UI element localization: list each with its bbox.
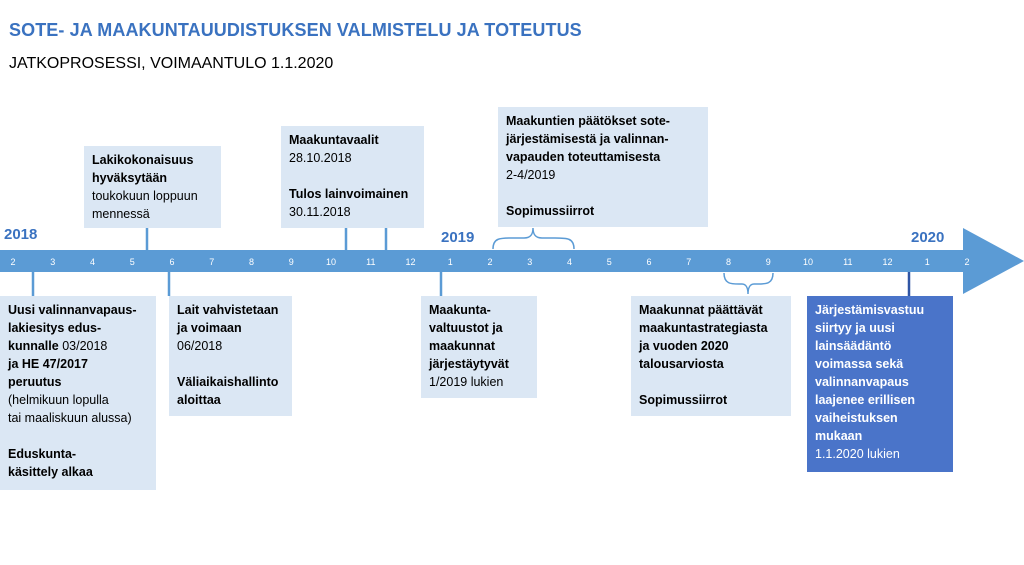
- box-lait-normal1: 06/2018: [177, 339, 223, 353]
- month-tick-label: 7: [209, 257, 215, 267]
- box-strategiat-bold1: Maakunnat päättävät maakuntastrategiasta ja vuoden 2020 talousarviosta: [639, 303, 768, 371]
- month-tick-label: 5: [606, 257, 612, 267]
- box-maakuntavaalit: [281, 126, 424, 228]
- box-strategiat: [631, 296, 791, 416]
- box-valinnanvapaus-line1: [8, 301, 148, 355]
- page-subtitle: JATKOPROSESSI, VOIMAANTULO 1.1.2020: [9, 55, 334, 72]
- box-valinnanvapaus-bold2: ja HE 47/2017 peruutus: [8, 357, 88, 389]
- year-label-2020: 2020: [911, 229, 945, 246]
- box-valtuustot: [421, 296, 537, 398]
- box-jarjestamisvastuu-bold: Järjestämisvastuu siirtyy ja uusi lainsäädäntö voimassa sekä valinnanvapaus laajenee erillisen vaiheistuksen mukaan: [815, 303, 925, 443]
- box-lakikokonaisuus: [84, 146, 221, 228]
- box-lait-bold1: Lait vahvistetaan ja voimaan: [177, 303, 279, 335]
- box-maakuntavaalit-bold2: Tulos lainvoimainen: [289, 187, 409, 201]
- month-tick-label: 5: [129, 257, 135, 267]
- month-tick-label: 11: [366, 257, 376, 267]
- page-title: SOTE- JA MAAKUNTAUUDISTUKSEN VALMISTELU JA TOTEUTUS: [9, 20, 582, 40]
- box-lait: [169, 296, 292, 416]
- month-tick-label: 10: [802, 257, 814, 267]
- box-valinnanvapaus: [0, 296, 156, 490]
- year-label-2019: 2019: [441, 229, 475, 246]
- box-valinnanvapaus-bold1: Uusi valinnanvapaus- lakiesitys edus- kunnalle: [8, 303, 137, 353]
- month-tick-label: 4: [566, 257, 573, 267]
- box-paatokset-bold1: Maakuntien päätökset sote- järjestämisestä ja valinnan- vapauden toteuttamisesta: [506, 114, 670, 164]
- month-tick-label: 9: [765, 257, 771, 267]
- box-valinnanvapaus-normal1: 03/2018: [62, 339, 108, 353]
- month-tick-label: 7: [686, 257, 692, 267]
- month-tick-label: 4: [89, 257, 96, 267]
- month-tick-label: 6: [646, 257, 652, 267]
- month-tick-label: 2: [964, 257, 970, 267]
- month-tick-label: 2: [487, 257, 493, 267]
- box-valtuustot-bold: Maakunta- valtuustot ja maakunnat järjestäytyvät: [429, 303, 509, 371]
- month-tick-label: 8: [248, 257, 255, 267]
- month-tick-label: 8: [725, 257, 732, 267]
- box-paatokset-normal1: 2-4/2019: [506, 168, 556, 182]
- brace-paatokset: [493, 228, 574, 249]
- box-maakuntavaalit-normal1: 28.10.2018: [289, 151, 352, 165]
- box-valtuustot-normal: 1/2019 lukien: [429, 375, 504, 389]
- month-tick-label: 9: [288, 257, 294, 267]
- month-tick-label: 3: [50, 257, 56, 267]
- month-tick-label: 12: [405, 257, 416, 267]
- box-maakuntavaalit-bold1: Maakuntavaalit: [289, 133, 379, 147]
- year-label-2018: 2018: [4, 226, 38, 243]
- box-valinnanvapaus-bold3: Eduskunta- käsittely alkaa: [8, 447, 93, 479]
- box-jarjestamisvastuu: [807, 296, 953, 472]
- box-maakuntavaalit-normal2: 30.11.2018: [289, 205, 351, 219]
- month-tick-label: 2: [10, 257, 16, 267]
- month-tick-label: 10: [325, 257, 337, 267]
- box-paatokset: [498, 107, 708, 227]
- box-strategiat-bold2: Sopimussiirrot: [639, 393, 728, 407]
- month-tick-label: 1: [924, 257, 930, 267]
- month-tick-label: 6: [169, 257, 175, 267]
- box-jarjestamisvastuu-normal: 1.1.2020 lukien: [815, 447, 900, 461]
- month-tick-label: 12: [882, 257, 893, 267]
- box-paatokset-bold2: Sopimussiirrot: [506, 204, 595, 218]
- month-tick-label: 1: [447, 257, 453, 267]
- box-lakikokonaisuus-normal: toukokuun loppuun mennessä: [92, 189, 198, 221]
- box-valinnanvapaus-normal2: (helmikuun lopulla tai maaliskuun alussa): [8, 393, 132, 425]
- month-tick-label: 3: [527, 257, 533, 267]
- box-lait-bold2: Väliaikaishallinto aloittaa: [177, 375, 279, 407]
- month-tick-label: 11: [843, 257, 853, 267]
- brace-strategiat: [724, 273, 773, 294]
- box-lakikokonaisuus-bold: Lakikokonaisuus hyväksytään: [92, 153, 194, 185]
